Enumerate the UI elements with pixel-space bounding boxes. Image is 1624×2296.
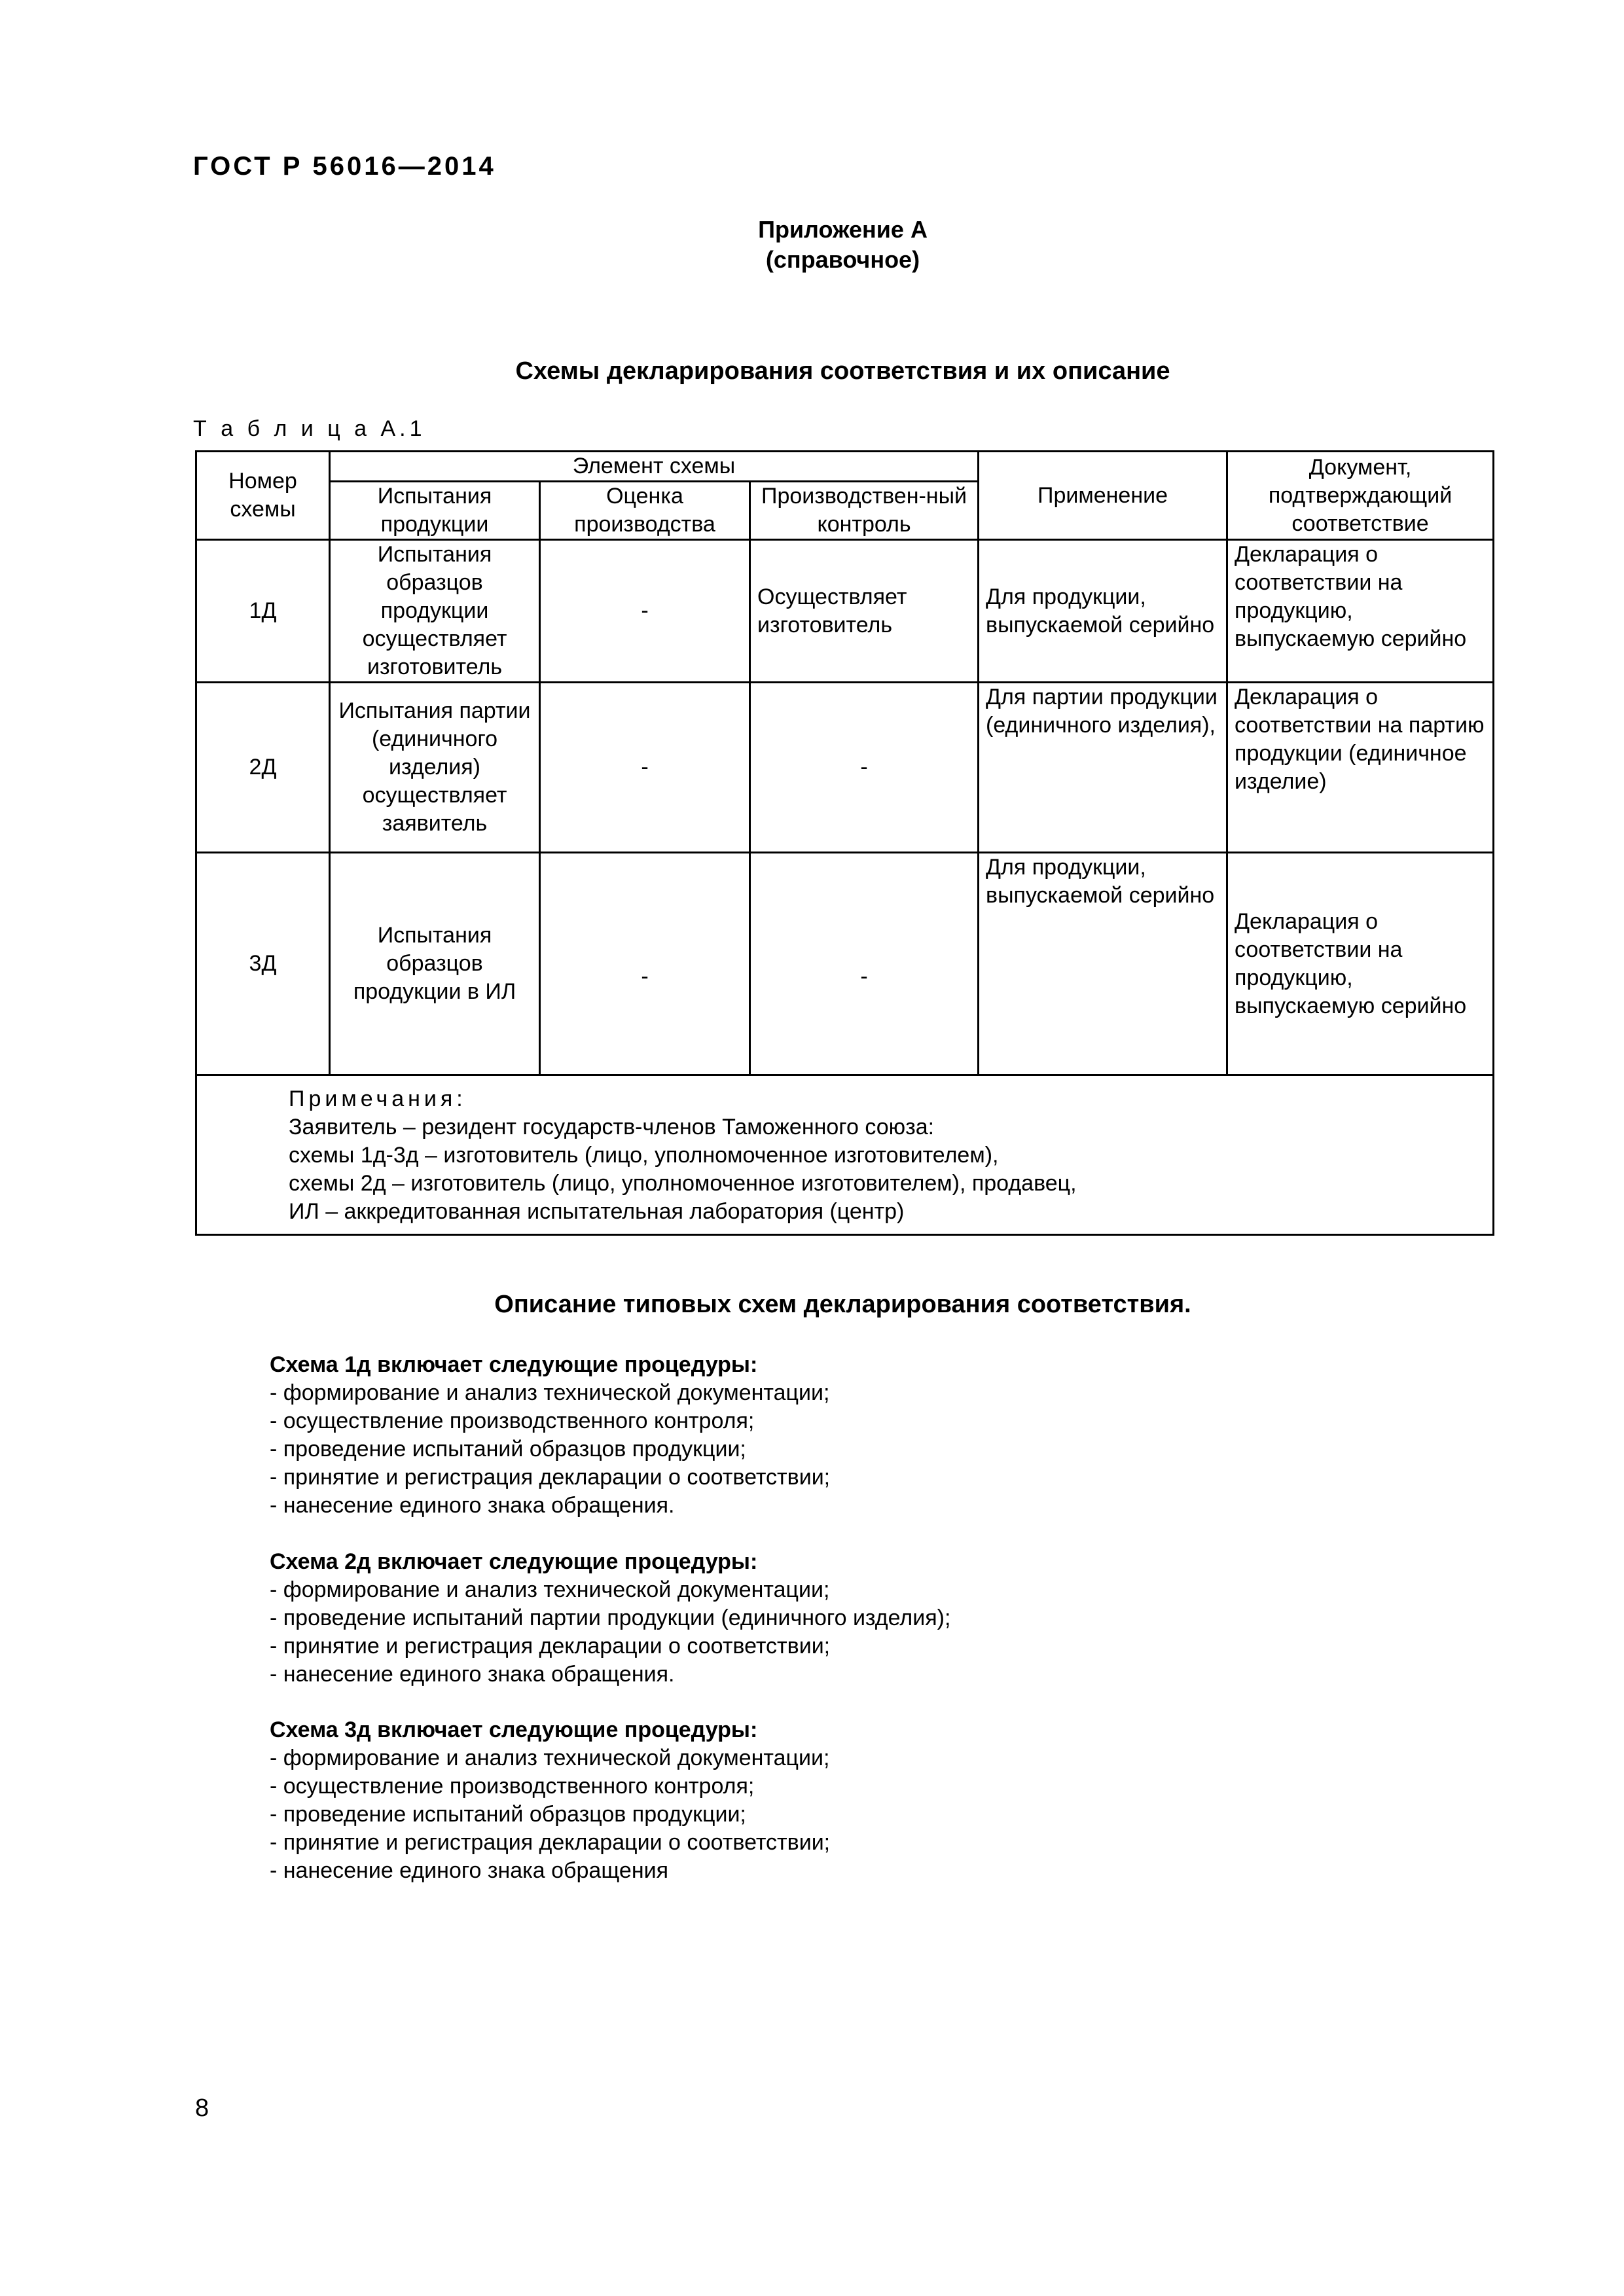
cell-tests: Испытания партии (единичного изделия) осуществляет заявитель — [330, 683, 540, 853]
scheme-heading: Схема 2д включает следующие процедуры: — [270, 1549, 758, 1574]
cell-document: Декларация о соответствии на партию продукции (единичное изделие) — [1227, 683, 1494, 853]
list-item: - осуществление производственного контроля; — [270, 1774, 755, 1799]
annex-heading: Приложение А — [758, 216, 928, 243]
cell-tests: Испытания образцов продукции осуществляет изготовитель — [330, 540, 540, 683]
list-item: - принятие и регистрация декларации о соответствии; — [270, 1634, 831, 1659]
header-element-group: Элемент схемы — [330, 452, 979, 482]
list-item: - нанесение единого знака обращения — [270, 1858, 668, 1883]
document-code: ГОСТ Р 56016—2014 — [193, 152, 496, 181]
cell-application: Для продукции, выпускаемой серийно — [979, 853, 1227, 1075]
note-line: ИЛ – аккредитованная испытательная лаборатория (центр) — [289, 1199, 905, 1224]
table-notes — [196, 1075, 1494, 1235]
cell-control: Осуществляет изготовитель — [750, 540, 979, 683]
table-row — [196, 540, 1494, 683]
list-item: - нанесение единого знака обращения. — [270, 1662, 675, 1687]
scheme-heading: Схема 1д включает следующие процедуры: — [270, 1352, 758, 1377]
list-item: - нанесение единого знака обращения. — [270, 1493, 675, 1518]
annex-subheading: (справочное) — [765, 246, 920, 273]
schemes-table — [195, 450, 1494, 1236]
section-title: Описание типовых схем декларирования соответствия. — [494, 1291, 1191, 1318]
header-application: Применение — [979, 452, 1227, 540]
header-product-tests: Испытания продукции — [330, 482, 540, 540]
cell-document: Декларация о соответствии на продукцию, выпускаемую серийно — [1227, 540, 1494, 683]
table-notes-row — [196, 1075, 1494, 1235]
table-label: Т а б л и ц а А.1 — [193, 416, 426, 441]
cell-evaluation: - — [540, 683, 750, 853]
scheme-heading: Схема 3д включает следующие процедуры: — [270, 1717, 758, 1742]
cell-evaluation: - — [540, 853, 750, 1075]
cell-scheme: 2Д — [196, 683, 330, 853]
header-production-control: Производствен-ный контроль — [750, 482, 979, 540]
list-item: - проведение испытаний образцов продукции; — [270, 1802, 746, 1827]
page-number: 8 — [195, 2094, 209, 2122]
cell-application: Для продукции, выпускаемой серийно — [979, 540, 1227, 683]
cell-scheme: 1Д — [196, 540, 330, 683]
list-item: - проведение испытаний партии продукции (единичного изделия); — [270, 1605, 951, 1630]
list-item: - проведение испытаний образцов продукции; — [270, 1437, 746, 1462]
cell-tests: Испытания образцов продукции в ИЛ — [330, 853, 540, 1075]
cell-scheme: 3Д — [196, 853, 330, 1075]
scheme-3d-block — [270, 1716, 830, 1885]
list-item: - осуществление производственного контроля; — [270, 1408, 755, 1433]
cell-application: Для партии продукции (единичного изделия), — [979, 683, 1227, 853]
cell-control: - — [750, 683, 979, 853]
table-row — [196, 683, 1494, 853]
note-line: Заявитель – резидент государств-членов Таможенного союза: — [289, 1115, 935, 1139]
note-line: схемы 2д – изготовитель (лицо, уполномоченное изготовителем), продавец, — [289, 1171, 1077, 1196]
scheme-2d-block — [270, 1548, 950, 1689]
note-line: схемы 1д-3д – изготовитель (лицо, уполномоченное изготовителем), — [289, 1143, 999, 1168]
notes-label: Примечания: — [289, 1086, 467, 1111]
list-item: - формирование и анализ технической документации; — [270, 1746, 830, 1770]
list-item: - принятие и регистрация декларации о соответствии; — [270, 1465, 831, 1490]
header-scheme-no: Номер схемы — [196, 452, 330, 540]
cell-control: - — [750, 853, 979, 1075]
cell-document: Декларация о соответствии на продукцию, выпускаемую серийно — [1227, 853, 1494, 1075]
header-document: Документ, подтверждающий соответствие — [1227, 452, 1494, 540]
table-row — [196, 853, 1494, 1075]
page-title: Схемы декларирования соответствия и их описание — [515, 357, 1170, 385]
scheme-1d-block — [270, 1351, 830, 1520]
cell-evaluation: - — [540, 540, 750, 683]
header-production-eval: Оценка производства — [540, 482, 750, 540]
list-item: - формирование и анализ технической документации; — [270, 1380, 830, 1405]
list-item: - формирование и анализ технической документации; — [270, 1577, 830, 1602]
list-item: - принятие и регистрация декларации о соответствии; — [270, 1830, 831, 1855]
